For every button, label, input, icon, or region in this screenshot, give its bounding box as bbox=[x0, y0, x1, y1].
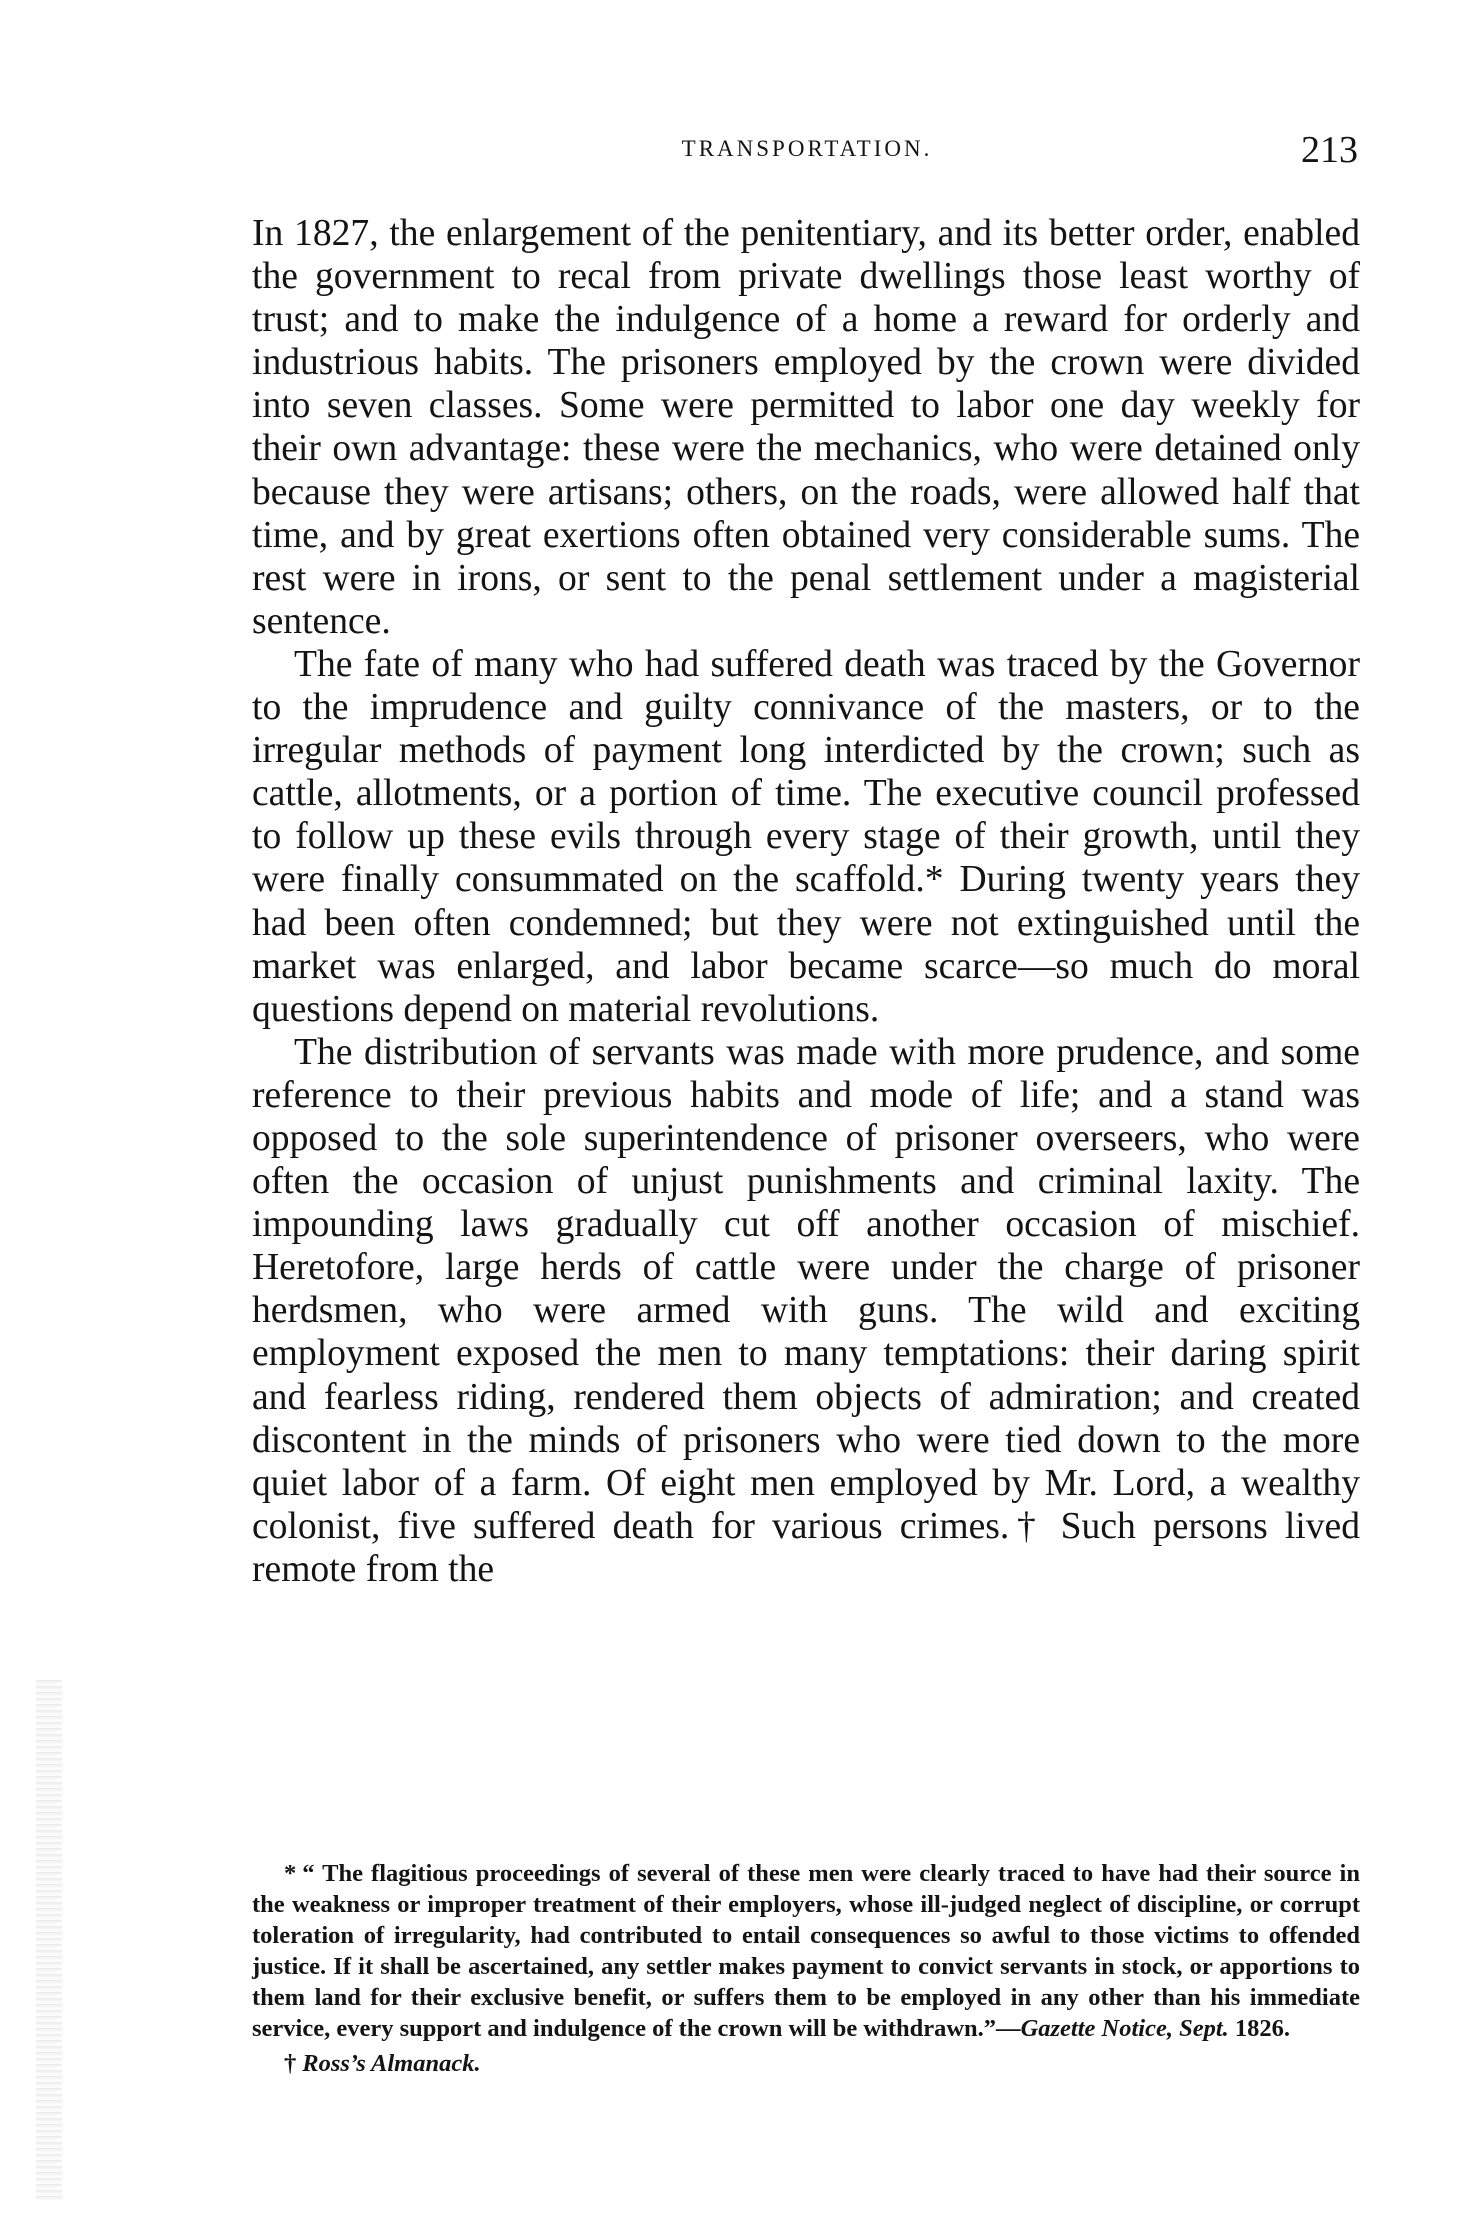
footnote-dagger-source: Ross’s Almanack. bbox=[302, 2050, 481, 2077]
page-number: 213 bbox=[1301, 129, 1358, 171]
paragraph-distribution-of-servants: The distribution of servants was made with more prudence, and some reference to their previous habits and mode of life; and a stand was opposed to the sole superintendence of prisoner overseers, who were often the occasion of unjust punishments and criminal laxity. The impounding laws gradually cut off another occasion of mischief. Heretofore, large herds of cattle were under the charge of prisoner herdsmen, who were armed with guns. The wild and exciting employment exposed the men to many temptations: their daring spirit and fearless riding, rendered them objects of admiration; and created discontent in the minds of prisoners who were tied down to the more quiet labor of a farm. Of eight men employed by Mr. Lord, a wealthy colonist, five suffered death for various crimes.† Such persons lived remote from the bbox=[252, 1031, 1360, 1590]
footnotes bbox=[252, 1858, 1360, 2079]
paragraph-fate-of-many: The fate of many who had suffered death was traced by the Governor to the imprudence and guilty connivance of the masters, or to the irregular methods of payment long interdicted by the crown; such as cattle, allotments, or a portion of time. The executive council professed to follow up these evils through every stage of their growth, until they were finally consummated on the scaffold.* During twenty years they had been often condemned; but they were not extinguished until the market was enlarged, and labor became scarce—so much do moral questions depend on material revolutions. bbox=[252, 643, 1360, 1030]
page-edge-shadow bbox=[36, 1680, 62, 2200]
footnote-dagger bbox=[252, 2048, 1360, 2079]
body-text bbox=[252, 212, 1360, 1591]
footnote-star-year: 1826. bbox=[1234, 2015, 1291, 2042]
running-title: TRANSPORTATION. bbox=[681, 136, 933, 161]
footnote-star-text: “ The flagitious proceedings of several of these men were clearly traced to have had their source in the weakness or improper treatment of their employers, whose ill-judged neglect of discipline, or corrupt toleration of irregularity, had contributed to entail consequences so awful to those victims to offended justice. If it shall be ascertained, any settler makes payment to convict servants in stock, or apportions to them land for their exclusive benefit, or suffers them to be employed in any other than his immediate service, every support and indulgence of the crown will be withdrawn.”— bbox=[252, 1860, 1360, 2042]
footnote-star-source: Gazette Notice, Sept. bbox=[1020, 2015, 1229, 2042]
paragraph-penitentiary: In 1827, the enlargement of the penitentiary, and its better order, enabled the government to recal from private dwellings those least worthy of trust; and to make the indulgence of a home a reward for orderly and industrious habits. The prisoners employed by the crown were divided into seven classes. Some were permitted to labor one day weekly for their own advantage: these were the mechanics, who were detained only because they were artisans; others, on the roads, were allowed half that time, and by great exertions often obtained very considerable sums. The rest were in irons, or sent to the penal settlement under a magisterial sentence. bbox=[252, 213, 1360, 642]
footnote-star-marker: * bbox=[284, 1860, 297, 1887]
footnote-dagger-marker: † bbox=[284, 2050, 297, 2077]
footnote-star bbox=[252, 1858, 1360, 2044]
running-head bbox=[252, 128, 1362, 176]
